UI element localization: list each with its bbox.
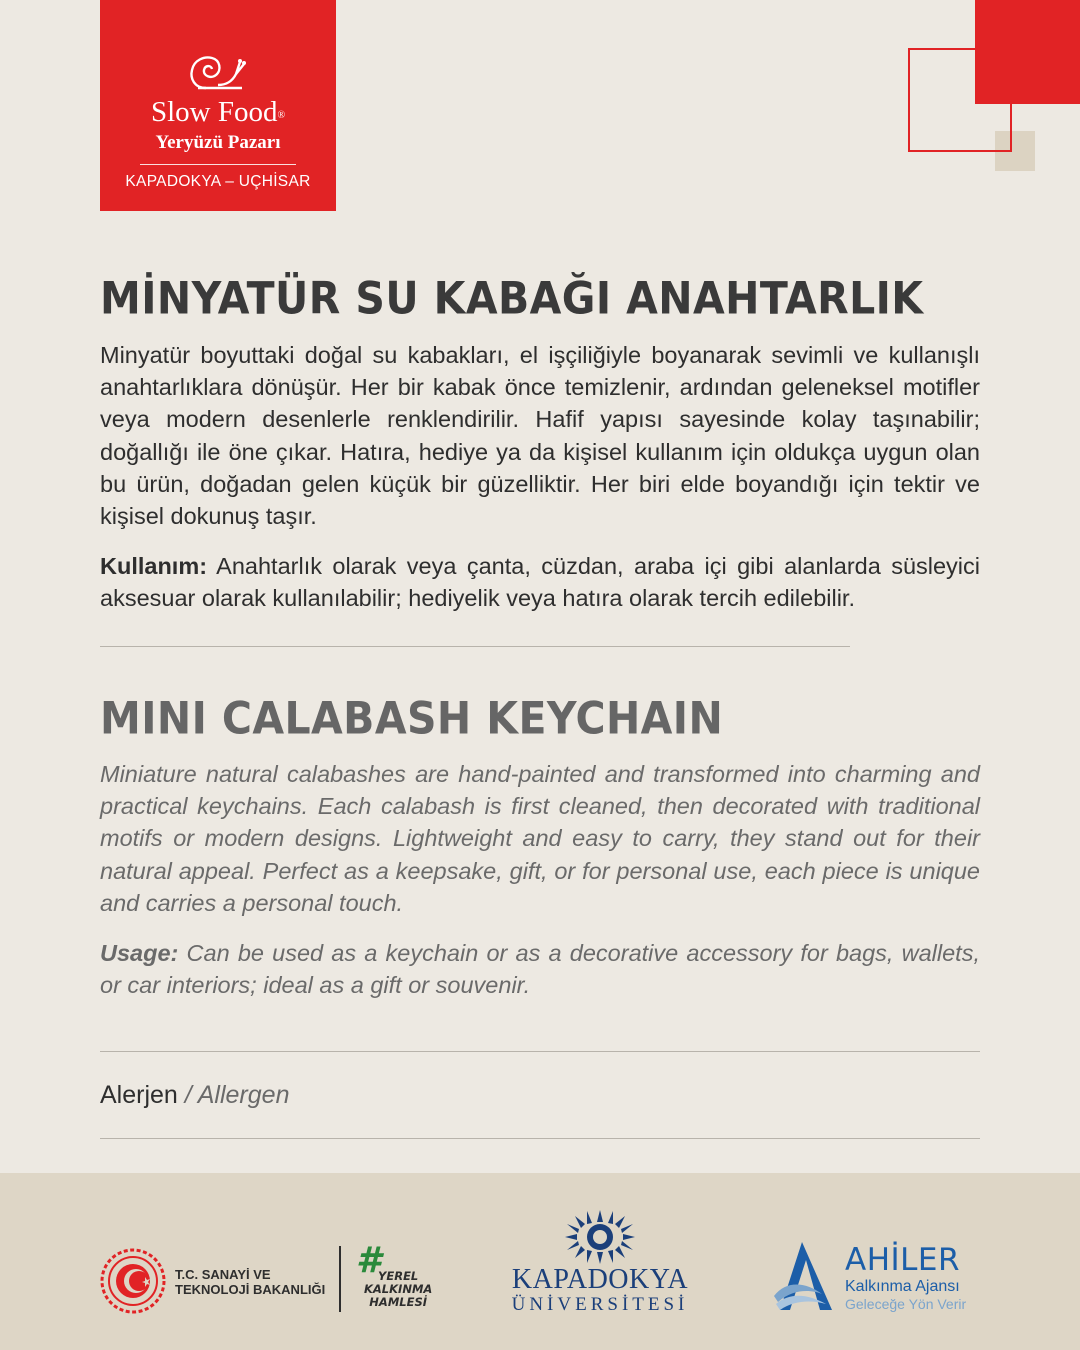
snail-logo-icon (188, 52, 248, 94)
allergen-separator: / (177, 1081, 198, 1109)
hashtag-icon: # (356, 1240, 382, 1281)
usage-text-tr: Anahtarlık olarak veya çanta, cüzdan, araba içi gibi alanlarda süsleyici aksesuar olarak kullanılabilir; hediyelik veya hatıra olarak tercih edilebilir. (100, 553, 980, 612)
allergen-label-tr: Alerjen (100, 1081, 178, 1109)
usage-text-en: Can be used as a keychain or as a decorative accessory for bags, wallets, or car interiors; ideal as a gift or souvenir. (100, 940, 980, 999)
description-tr: Minyatür boyuttaki doğal su kabakları, el işçiliğiyle boyanarak sevimli ve kullanışlı anahtarlıklara dönüşür. Her bir kabak önce temizlenir, ardından geleneksel motifler veya modern desenlerle renklendirilir. Hafif yapısı sayesinde kolay taşınabilir; doğallığı ile öne çıkar. Hatıra, hediye ya da kişisel kullanım için oldukça uygun olan bu ürün, doğadan gelen küçük bir güzelliktir. Her biri elde boyandığı için tektir ve kişisel dokunuş taşır. (100, 342, 980, 530)
brand-name: Slow Food® (150, 96, 286, 128)
ahiler-wave-icon (772, 1240, 838, 1312)
description-en: Miniature natural calabashes are hand-painted and transformed into charming and practical keychains. Each calabash is first cleaned, then decorated with traditional motifs or modern designs. Lightweight and easy to carry, they stand out for their natural appeal. Perfect as a keepsake, gift, or for personal use, each piece is unique and carries a personal touch. (100, 761, 980, 916)
university-subtitle: ÜNİVERSİTESİ (511, 1294, 689, 1315)
agency-name: AHİLER (845, 1242, 961, 1278)
agency-subtitle: Kalkınma Ajansı (845, 1278, 960, 1295)
allergen-top-divider (100, 1051, 980, 1052)
slow-food-logo (100, 0, 336, 211)
section-divider (100, 646, 850, 647)
ministry-name (175, 1267, 325, 1297)
usage-tr (100, 550, 980, 614)
allergen-row (100, 1078, 289, 1112)
campaign-name (364, 1270, 432, 1309)
campaign-line-3: HAMLESİ (369, 1295, 428, 1309)
footer-vertical-divider (339, 1246, 341, 1312)
product-title-tr: MİNYATÜR SU KABAĞI ANAHTARLIK (100, 272, 924, 325)
ministry-emblem-icon (100, 1248, 166, 1314)
usage-label-tr: Kullanım: (100, 553, 208, 579)
campaign-line-1: YEREL (378, 1269, 419, 1283)
ministry-line-2: TEKNOLOJİ BAKANLIĞI (175, 1282, 326, 1297)
location-label: KAPADOKYA – UÇHİSAR (125, 173, 311, 190)
agency-tagline: Geleceğe Yön Verir (845, 1296, 967, 1312)
usage-label-en: Usage: (100, 940, 179, 966)
university-sunburst-icon (563, 1208, 637, 1266)
allergen-bottom-divider (100, 1138, 980, 1139)
logo-divider (140, 164, 296, 165)
usage-en (100, 937, 980, 1001)
product-title-en: MINI CALABASH KEYCHAIN (100, 692, 724, 745)
allergen-label-en: Allergen (197, 1081, 290, 1109)
campaign-line-2: KALKINMA (364, 1282, 433, 1296)
brand-subtitle: Yeryüzü Pazarı (155, 132, 281, 153)
university-name: KAPADOKYA (511, 1264, 689, 1295)
ministry-line-1: T.C. SANAYİ VE (175, 1267, 271, 1282)
decor-outline-square (908, 48, 1012, 152)
